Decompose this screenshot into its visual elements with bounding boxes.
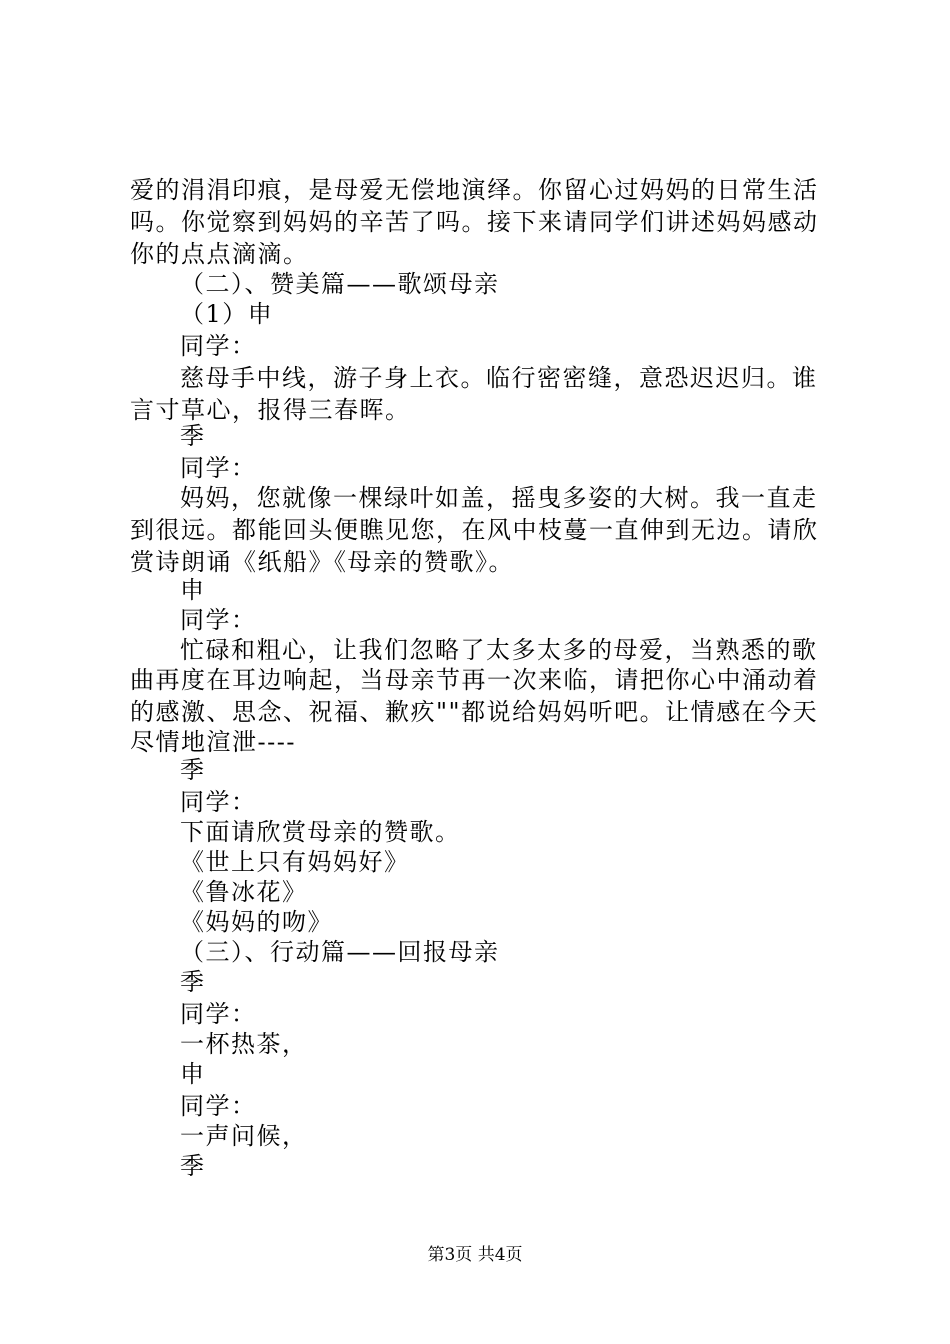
text-line: 一声问候， [180, 1122, 308, 1150]
text-line: 同学： [180, 606, 257, 634]
text-line: 吗。你觉察到妈妈的辛苦了吗。接下来请同学们讲述妈妈感动 [130, 208, 819, 236]
page-footer: 第3页 共4页 [427, 1245, 523, 1265]
text-line: 季 [180, 422, 206, 450]
text-line: 申 [180, 1060, 206, 1088]
text-line: 《妈妈的吻》 [180, 908, 333, 936]
text-line: 妈妈，您就像一棵绿叶如盖，摇曳多姿的大树。我一直走 [180, 484, 818, 512]
text-line: 慈母手中线，游子身上衣。临行密密缝，意恐迟迟归。谁 [180, 364, 818, 392]
text-line: 你的点点滴滴。 [130, 240, 309, 268]
section-heading: （二）、赞美篇——歌颂母亲 [180, 270, 500, 298]
text-line: 到很远。都能回头便瞧见您，在风中枝蔓一直伸到无边。请欣 [130, 516, 819, 544]
text-line: 同学： [180, 1000, 257, 1028]
text-line: 季 [180, 968, 206, 996]
text-line: 下面请欣赏母亲的赞歌。 [180, 818, 461, 846]
text-line: 赏诗朗诵《纸船》《母亲的赞歌》。 [130, 548, 514, 576]
text-line: 同学： [180, 332, 257, 360]
text-line: 同学： [180, 1092, 257, 1120]
text-line: 同学： [180, 454, 257, 482]
text-line: 季 [180, 1152, 206, 1180]
text-line: 忙碌和粗心，让我们忽略了太多太多的母爱，当熟悉的歌 [180, 636, 818, 664]
text-line: 尽情地渲泄---- [130, 728, 296, 756]
text-line: 《世上只有妈妈好》 [180, 848, 410, 876]
text-line: 季 [180, 756, 206, 784]
section-heading: （三）、行动篇——回报母亲 [180, 938, 500, 966]
text-line: 《鲁冰花》 [180, 878, 308, 906]
text-line: 曲再度在耳边响起，当母亲节再一次来临，请把你心中涌动着 [130, 666, 819, 694]
text-line: 爱的涓涓印痕，是母爱无偿地演绎。你留心过妈妈的日常生活 [130, 176, 819, 204]
text-line: 言寸草心，报得三春晖。 [130, 396, 411, 424]
text-line: 的感激、思念、祝福、歉疚""都说给妈妈听吧。让情感在今天 [130, 698, 819, 726]
text-line: （1）申 [180, 300, 274, 328]
text-line: 申 [180, 576, 206, 604]
text-line: 一杯热茶， [180, 1030, 308, 1058]
text-line: 同学： [180, 788, 257, 816]
